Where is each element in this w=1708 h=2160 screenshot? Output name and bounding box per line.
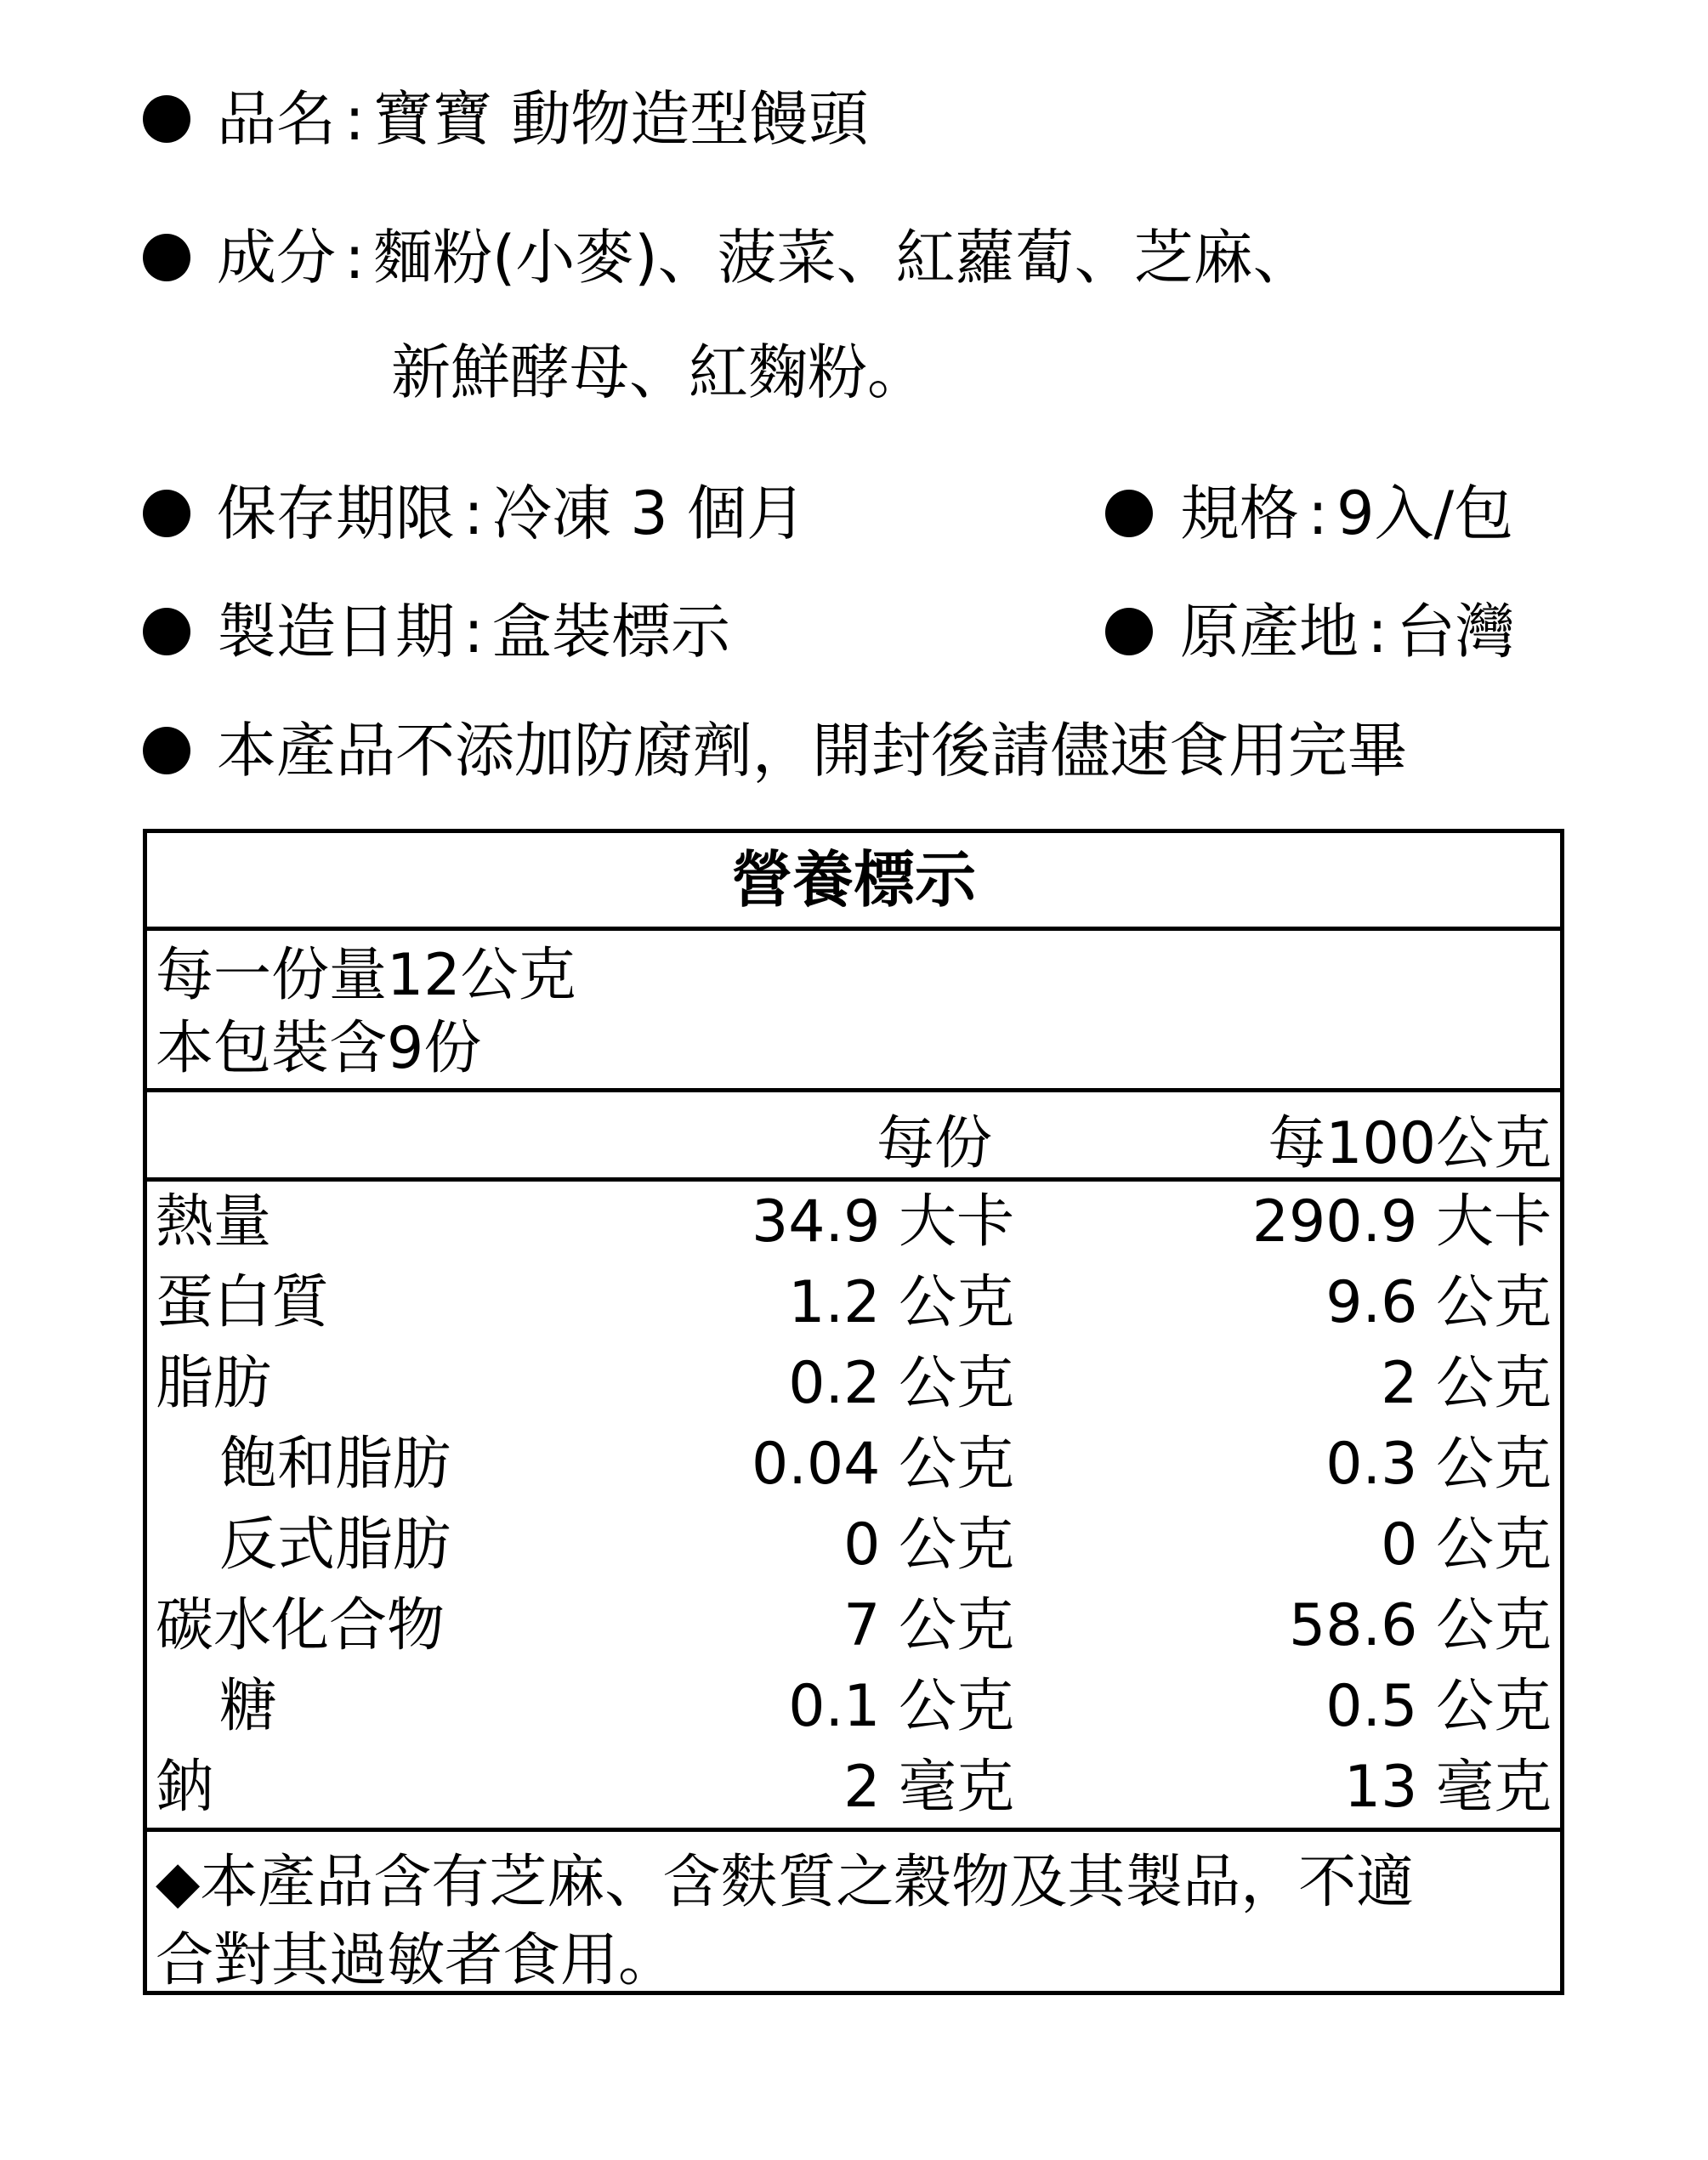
col-per-serving: 每份: [877, 1110, 993, 1177]
table-row: [147, 1343, 1560, 1424]
spec-line: 規格 : 9入/包: [1180, 479, 1514, 548]
ingredients-label: 成分: [217, 223, 336, 292]
table-row: [147, 1424, 1560, 1505]
nutrient-name: 糖: [219, 1673, 278, 1740]
shelf-life-line: 保存期限 : 冷凍 3 個月: [217, 479, 807, 548]
ingredients-value-2: 新鮮酵母、紅麴粉。: [391, 337, 927, 407]
per-serving-value: 0.04 公克: [751, 1431, 1014, 1498]
allergen-line-1: ◆本產品含有芝麻、含麩質之穀物及其製品，不適: [156, 1849, 1415, 1916]
serving-size: 每一份量12公克: [156, 942, 576, 1009]
per-serving-value: 7 公克: [843, 1592, 1014, 1659]
per-100g-value: 2 公克: [1381, 1350, 1552, 1417]
origin-label: 原產地: [1180, 597, 1359, 666]
origin-value: 台灣: [1396, 597, 1515, 666]
nutrient-name: 熱量: [156, 1188, 272, 1256]
bullet-icon: [1105, 608, 1153, 655]
per-100g-value: 0 公克: [1381, 1511, 1552, 1579]
table-row: [147, 1585, 1560, 1666]
per-serving-value: 1.2 公克: [788, 1269, 1014, 1336]
nutrient-name: 鈉: [156, 1754, 214, 1821]
column-header-row: [147, 1092, 1560, 1182]
table-row: [147, 1182, 1560, 1262]
table-row: [147, 1747, 1560, 1828]
shelf-life-label: 保存期限: [217, 479, 455, 548]
product-name-label: 品名: [217, 84, 336, 154]
nutrient-name: 反式脂肪: [219, 1511, 451, 1579]
ingredients-line: 成分 : 麵粉(小麥)、菠菜、紅蘿蔔、芝麻、: [217, 223, 1313, 292]
bullet-icon: [143, 95, 190, 143]
allergen-notice: [147, 1832, 1560, 2000]
nutrient-name: 蛋白質: [156, 1269, 330, 1336]
table-row: [147, 1505, 1560, 1585]
allergen-line-2: 合對其過敏者食用。: [156, 1927, 677, 1994]
bullet-icon: [143, 490, 190, 537]
serving-info: [147, 931, 1560, 1092]
table-row: [147, 1666, 1560, 1747]
per-100g-value: 13 毫克: [1343, 1754, 1552, 1821]
mfg-date-line: 製造日期 : 盒裝標示: [217, 597, 730, 666]
nutrition-title: 營養標示: [147, 833, 1560, 931]
nutrient-name: 脂肪: [156, 1350, 272, 1417]
shelf-life-value: 冷凍 3 個月: [492, 479, 807, 548]
nutrient-name: 飽和脂肪: [219, 1431, 451, 1498]
nutrient-rows: [147, 1182, 1560, 1832]
bullet-icon: [143, 608, 190, 655]
per-serving-value: 0 公克: [843, 1511, 1014, 1579]
per-serving-value: 34.9 大卡: [751, 1188, 1014, 1256]
per-100g-value: 0.3 公克: [1325, 1431, 1552, 1498]
ingredients-value-1: 麵粉(小麥)、菠菜、紅蘿蔔、芝麻、: [373, 223, 1313, 292]
spec-value: 9入/包: [1336, 479, 1514, 548]
bullet-icon: [143, 234, 190, 281]
preservative-notice: 本產品不添加防腐劑，開封後請儘速食用完畢: [217, 716, 1407, 785]
per-serving-value: 2 毫克: [843, 1754, 1014, 1821]
bullet-icon: [143, 727, 190, 774]
nutrition-table: [143, 829, 1564, 1995]
origin-line: 原產地 : 台灣: [1180, 597, 1515, 666]
spec-label: 規格: [1180, 479, 1299, 548]
per-100g-value: 0.5 公克: [1325, 1673, 1552, 1740]
table-row: [147, 1262, 1560, 1343]
product-name-value: 寶寶 動物造型饅頭: [373, 84, 869, 154]
servings-per-pack: 本包裝含9份: [156, 1015, 482, 1082]
per-100g-value: 9.6 公克: [1325, 1269, 1552, 1336]
mfg-date-label: 製造日期: [217, 597, 455, 666]
per-100g-value: 58.6 公克: [1288, 1592, 1552, 1659]
per-serving-value: 0.2 公克: [788, 1350, 1014, 1417]
per-serving-value: 0.1 公克: [788, 1673, 1014, 1740]
product-name-line: 品名 : 寶寶 動物造型饅頭: [217, 84, 869, 154]
col-per-100g: 每100公克: [1268, 1110, 1552, 1177]
per-100g-value: 290.9 大卡: [1251, 1188, 1552, 1256]
mfg-date-value: 盒裝標示: [492, 597, 730, 666]
bullet-icon: [1105, 490, 1153, 537]
nutrient-name: 碳水化合物: [156, 1592, 445, 1659]
